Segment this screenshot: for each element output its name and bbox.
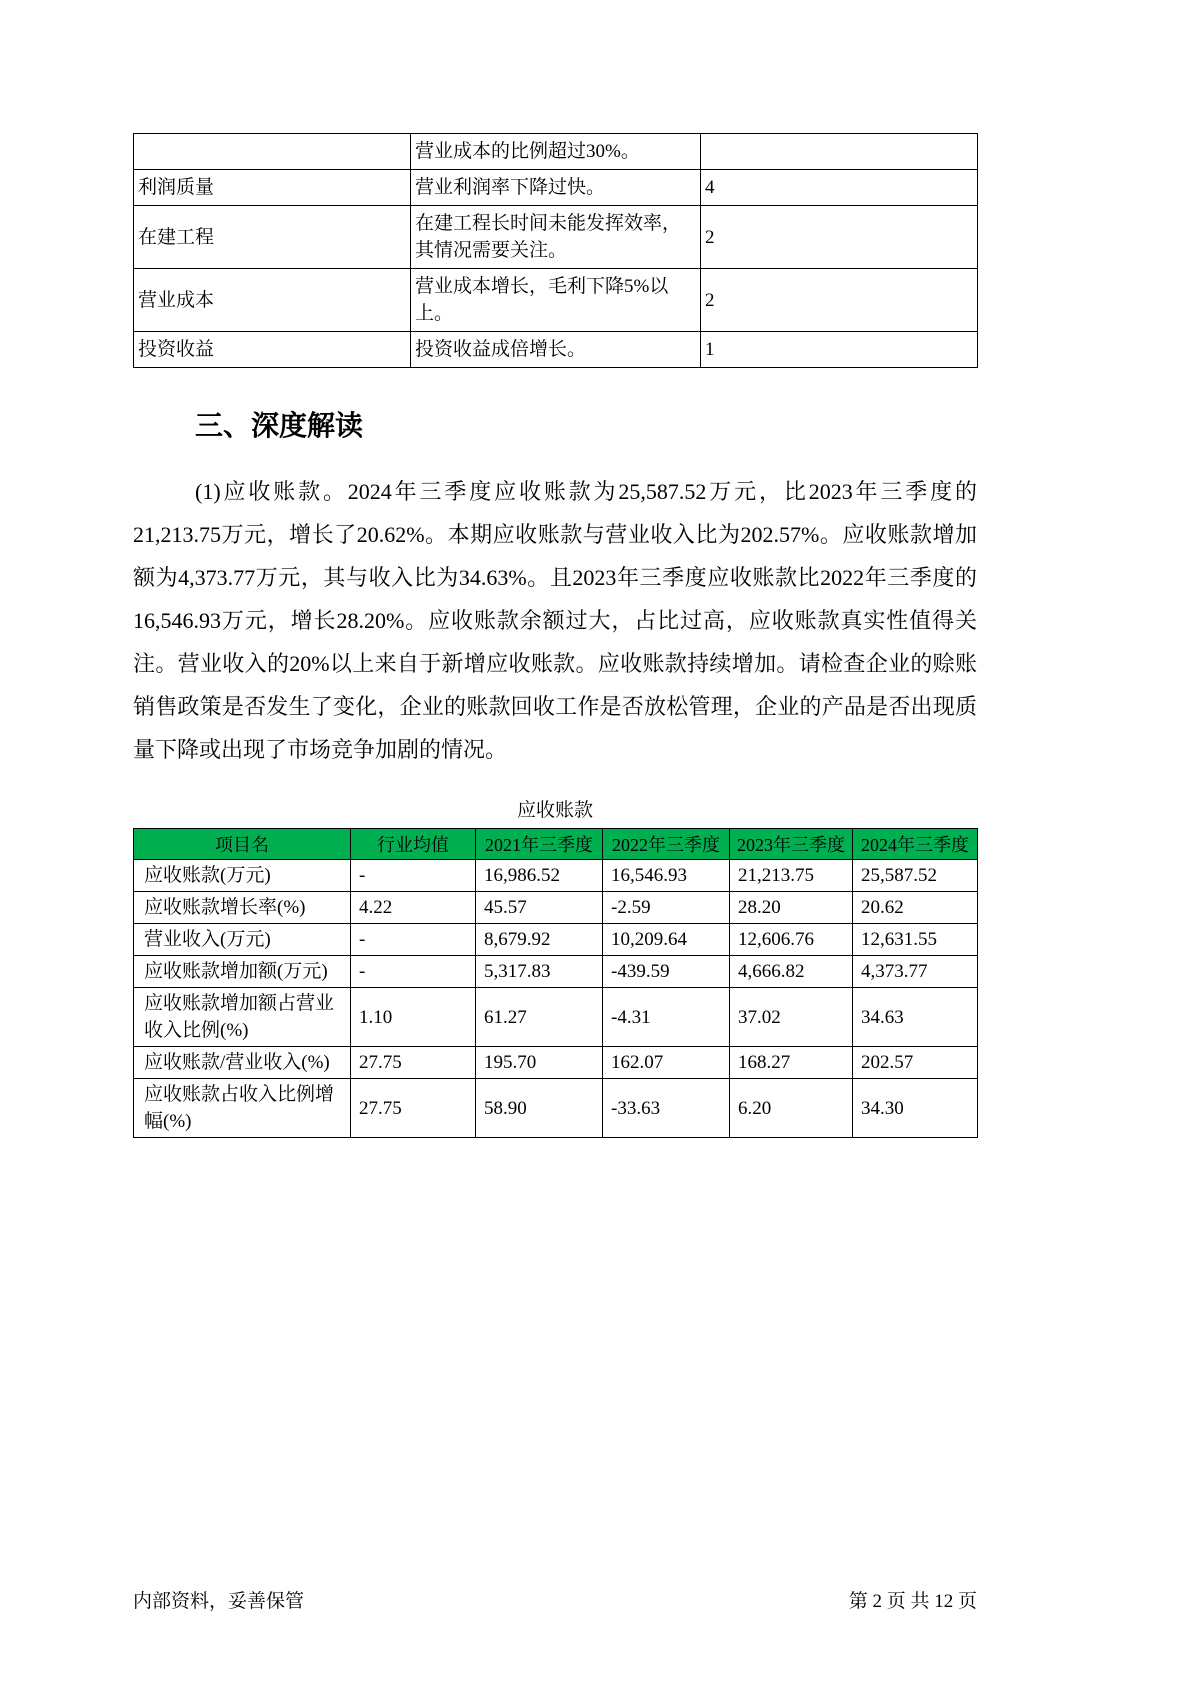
ar-val: 16,546.93 (603, 860, 730, 892)
risk-score: 4 (701, 170, 978, 206)
ar-val: 4.22 (351, 892, 476, 924)
ar-val: 202.57 (853, 1047, 978, 1079)
risk-table-row (134, 206, 978, 269)
risk-name: 利润质量 (134, 170, 411, 206)
ar-val: -2.59 (603, 892, 730, 924)
risk-table-row (134, 170, 978, 206)
ar-label: 应收账款占收入比例增幅(%) (134, 1079, 351, 1138)
risk-score (701, 134, 978, 170)
ar-table (133, 828, 978, 1138)
ar-table-row (134, 860, 978, 892)
risk-name: 在建工程 (134, 206, 411, 269)
ar-header-2022q3: 2022年三季度 (603, 829, 730, 860)
ar-table-header-row (134, 829, 978, 860)
ar-val: 45.57 (476, 892, 603, 924)
risk-table (133, 133, 978, 368)
risk-table-row (134, 332, 978, 368)
ar-val: 21,213.75 (730, 860, 853, 892)
ar-val: - (351, 924, 476, 956)
risk-table-body (134, 134, 978, 368)
risk-score: 1 (701, 332, 978, 368)
risk-desc: 投资收益成倍增长。 (411, 332, 701, 368)
footer-page-number: 第 2 页 共 12 页 (848, 1591, 977, 1612)
ar-header-item-name: 项目名 (134, 829, 351, 860)
ar-label: 应收账款(万元) (134, 860, 351, 892)
ar-val: 12,606.76 (730, 924, 853, 956)
ar-val: 58.90 (476, 1079, 603, 1138)
risk-name: 营业成本 (134, 269, 411, 332)
ar-val: 34.30 (853, 1079, 978, 1138)
risk-desc: 营业利润率下降过快。 (411, 170, 701, 206)
ar-val: 27.75 (351, 1079, 476, 1138)
ar-val: 61.27 (476, 988, 603, 1047)
ar-val: 6.20 (730, 1079, 853, 1138)
risk-score: 2 (701, 269, 978, 332)
ar-header-2021q3: 2021年三季度 (476, 829, 603, 860)
ar-val: 4,666.82 (730, 956, 853, 988)
ar-val: 37.02 (730, 988, 853, 1047)
ar-table-row (134, 956, 978, 988)
ar-val: 10,209.64 (603, 924, 730, 956)
ar-label: 应收账款/营业收入(%) (134, 1047, 351, 1079)
ar-label: 应收账款增加额(万元) (134, 956, 351, 988)
ar-header-2024q3: 2024年三季度 (853, 829, 978, 860)
risk-name: 投资收益 (134, 332, 411, 368)
risk-desc: 营业成本增长，毛利下降5%以上。 (411, 269, 701, 332)
risk-desc: 营业成本的比例超过30%。 (411, 134, 701, 170)
risk-table-row (134, 269, 978, 332)
ar-table-row (134, 1079, 978, 1138)
ar-table-title: 应收账款 (516, 800, 593, 821)
ar-table-row (134, 924, 978, 956)
ar-val: 162.07 (603, 1047, 730, 1079)
risk-table-row (134, 134, 978, 170)
ar-val: 34.63 (853, 988, 978, 1047)
ar-label: 应收账款增长率(%) (134, 892, 351, 924)
page-footer (133, 1586, 977, 1613)
ar-val: 16,986.52 (476, 860, 603, 892)
ar-val: 195.70 (476, 1047, 603, 1079)
ar-val: -4.31 (603, 988, 730, 1047)
risk-score: 2 (701, 206, 978, 269)
ar-table-row (134, 892, 978, 924)
ar-label: 营业收入(万元) (134, 924, 351, 956)
ar-val: - (351, 956, 476, 988)
ar-label: 应收账款增加额占营业收入比例(%) (134, 988, 351, 1047)
ar-header-2023q3: 2023年三季度 (730, 829, 853, 860)
ar-val: - (351, 860, 476, 892)
ar-val: 1.10 (351, 988, 476, 1047)
ar-val: 28.20 (730, 892, 853, 924)
ar-val: 27.75 (351, 1047, 476, 1079)
risk-desc: 在建工程长时间未能发挥效率，其情况需要关注。 (411, 206, 701, 269)
ar-val: 5,317.83 (476, 956, 603, 988)
ar-val: -33.63 (603, 1079, 730, 1138)
ar-val: 4,373.77 (853, 956, 978, 988)
ar-val: 25,587.52 (853, 860, 978, 892)
risk-name (134, 134, 411, 170)
footer-confidential-note: 内部资料，妥善保管 (133, 1591, 305, 1612)
ar-val: 8,679.92 (476, 924, 603, 956)
page-content (133, 133, 977, 1138)
section-heading: 三、深度解读 (195, 410, 364, 441)
ar-val: -439.59 (603, 956, 730, 988)
ar-val: 20.62 (853, 892, 978, 924)
ar-table-row (134, 1047, 978, 1079)
ar-val: 12,631.55 (853, 924, 978, 956)
ar-header-industry-avg: 行业均值 (351, 829, 476, 860)
analysis-paragraph: (1)应收账款。2024年三季度应收账款为25,587.52万元，比2023年三季度的21,213.75万元，增长了20.62%。本期应收账款与营业收入比为202.57%。应收账款增加额为4,373.77万元，其与收入比为34.63%。且2023年三季度应收账款比2022年三季度的16,546.93万元，增长28.20%。应收账款余额过大，占比过高，应收账款真实性值得关注。营业收入的20%以上来自于新增应收账款。应收账款持续增加。请检查企业的赊账销售政策是否发生了变化，企业的账款回收工作是否放松管理，企业的产品是否出现质量下降或出现了市场竞争加剧的情况。 (133, 479, 977, 762)
ar-table-row (134, 988, 978, 1047)
ar-val: 168.27 (730, 1047, 853, 1079)
ar-table-body (134, 860, 978, 1138)
